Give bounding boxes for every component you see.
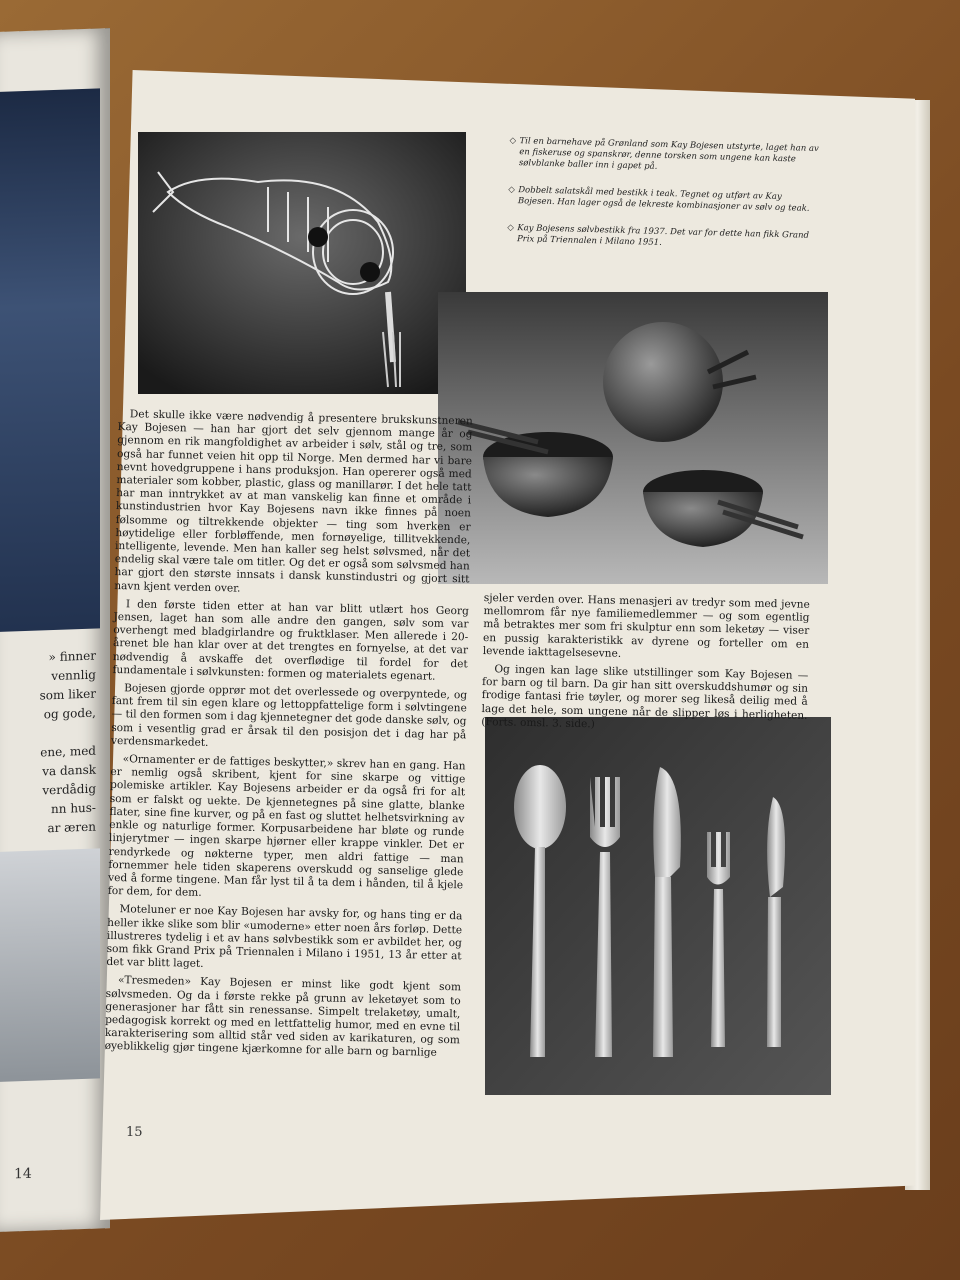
photo-silver-cutlery	[485, 717, 831, 1095]
article-paragraph: Moteluner er noe Kay Bojesen har avsky for, og hans ting er da heller ikke slike som blir «umoderne» etter noen års forløp. Dette illustreres tydelig i et av hans sølvbestikk som er avbildet her, og som fikk Grand Prix på Triennalen i Milano i 1951, 13 år etter at det var blitt laget.	[106, 903, 463, 971]
photo-teak-bowls	[438, 292, 828, 584]
left-page	[0, 28, 110, 1232]
caption-salad-bowl	[510, 185, 820, 215]
article-paragraph: «Tresmeden» Kay Bojesen er minst like godt kjent som sølvsmeden. Og da i første rekke på grunn av leketøyet som to generasjoner har fått sin renessanse. Simpelt trelaketøy, umalt, pedagogisk korrekt og med en lettfattelig humor, med en evne til karakterisering som alltid står ved siden av karikaturen, og som øyeblikkelig gjør tingene kjærkomne for alle barn og barnlige	[104, 974, 462, 1060]
caption-diamond-icon: ◇	[509, 135, 517, 147]
article-paragraph: Det skulle ikke være nødvendig å presentere brukskunstneren Kay Bojesen — han har gjort det selv gjennom mange år og gjennom en rik mangfoldighet av arbeider i sølv, stål og tre, som også har funnet veien hit opp til Norge. Men dermed har vi bare nevnt hovedgruppene i hans produksjon. Han opererer også med materialer som kobber, plastic, glass og manillarør. I det hele tatt har man inntrykket av at man vanskelig kan finne et område i kunstindustrien hvor Kay Bojesens navn ikke finnes på noen følsomme og tiltrekkende objekter — ting som hverken er høytidelige eller forbløffende, men fornøyelige, tillitvekkende, intelligente, levende. Men han kaller seg helst sølvsmed, når det endelig skal være tale om titler. Og det er også som sølvsmed han har gjort den største innsats i dansk kunstindustri og gjort sitt navn kjent verden over.	[114, 408, 473, 595]
caption-text: Kay Bojesens sølvbestikk fra 1937. Det var for dette han fikk Grand Prix på Triennalen i Milano 1951.	[516, 223, 810, 248]
silver-cutlery-image	[485, 717, 831, 1095]
caption-diamond-icon: ◇	[507, 222, 514, 234]
article-paragraph: Bojesen gjorde opprør mot det overlessede og overpyntede, og fant frem til sin egen klare og lettoppfattelige form i sølvtingene — til den formen som i dag kjennetegner det gode danske sølv, og som i vesentlig grad er årsak til den posisjon det i dag har på verdensmarkedet.	[110, 682, 468, 749]
left-page-number: 14	[14, 1165, 32, 1183]
photo-wire-fish	[138, 132, 466, 394]
caption-wire-fish	[511, 136, 822, 177]
page-number: 15	[126, 1125, 143, 1140]
article-column-1	[104, 408, 473, 1066]
left-page-text: » finner vennlig som liker og gode, ene, med va dansk verdådig nn hus- ar æren	[39, 648, 96, 836]
photo-captions	[508, 136, 821, 269]
caption-diamond-icon: ◇	[508, 184, 515, 196]
left-page-photo	[0, 88, 100, 631]
caption-text: Dobbelt salatskål med bestikk i teak. Tegnet og utført av Kay Bojesen. Han lager også de lekreste kombinasjoner av sølv og teak.	[517, 185, 810, 214]
article-paragraph: Og ingen kan lage slike utstillinger som Kay Bojesen — for barn og til barn. Da gir han sitt overskuddshumør og sin frodige fantasi frie tøyler, og morer seg likeså deilig med å lage det hele, som ungene når de slipper løs i herligheten. (Forts. omsl. 3. side.)	[481, 663, 809, 731]
teak-bowls-image	[438, 292, 828, 584]
article-paragraph: I den første tiden etter at han var blitt utlært hos Georg Jensen, laget han som alle andre den gangen, sølv som var overhengt med bladgirlandre og fruktklaser. Men allerede i 20-årenet ble han klar over at det trengtes en fornyelse, at det var nødvendig å avskaffe det overflødige til fordel for det fundamentale i sølvkunsten: formen og materialets egenart.	[112, 598, 469, 683]
article-paragraph: sjeler verden over. Hans menasjeri av tredyr som med jevne mellomrom får nye familiemedlemmer — og som egentlig må betraktes mer som fri skulptur enn som leketøy — viser en pussig karakteristikk av dyrene og forteller om en levende iakttagelsesevne.	[482, 592, 810, 660]
article-column-2	[481, 592, 810, 741]
left-page-photo-lower	[0, 848, 100, 1081]
caption-silver-cutlery	[509, 223, 819, 253]
caption-text: Til en barnehave på Grønland som Kay Bojesen utstyrte, laget han av en fiskeruse og spanskrør, denne torsken som ungene kan kaste sølvblanke baller inn i gapet på.	[518, 136, 819, 172]
wire-fish-image	[138, 132, 466, 394]
article-paragraph: «Ornamenter er de fattiges beskytter,» skrev han en gang. Han er nemlig også skribent, kjent for sine skarpe og vittige polemiske artikler. Kay Bojesens arbeider er da også fri for alt som er falskt og uekte. De kjennetegnes på sine glatte, blanke flater, sine fine kurver, og på en fast og sluttet helhetsvirkning av enkle og naturlige former. Korpusarbeidene har bløte og runde linjerytmer — ingen skarpe hjørner eller krappe vinkler. Det er rendyrkede og nøkterne typer, men aldri fattige — man fornemmer hele tiden skaperens overskudd og sanselige glede ved å forme tingene. Man får lyst til å ta dem i hånden, til å kjele for dem, for dem.	[107, 753, 466, 899]
